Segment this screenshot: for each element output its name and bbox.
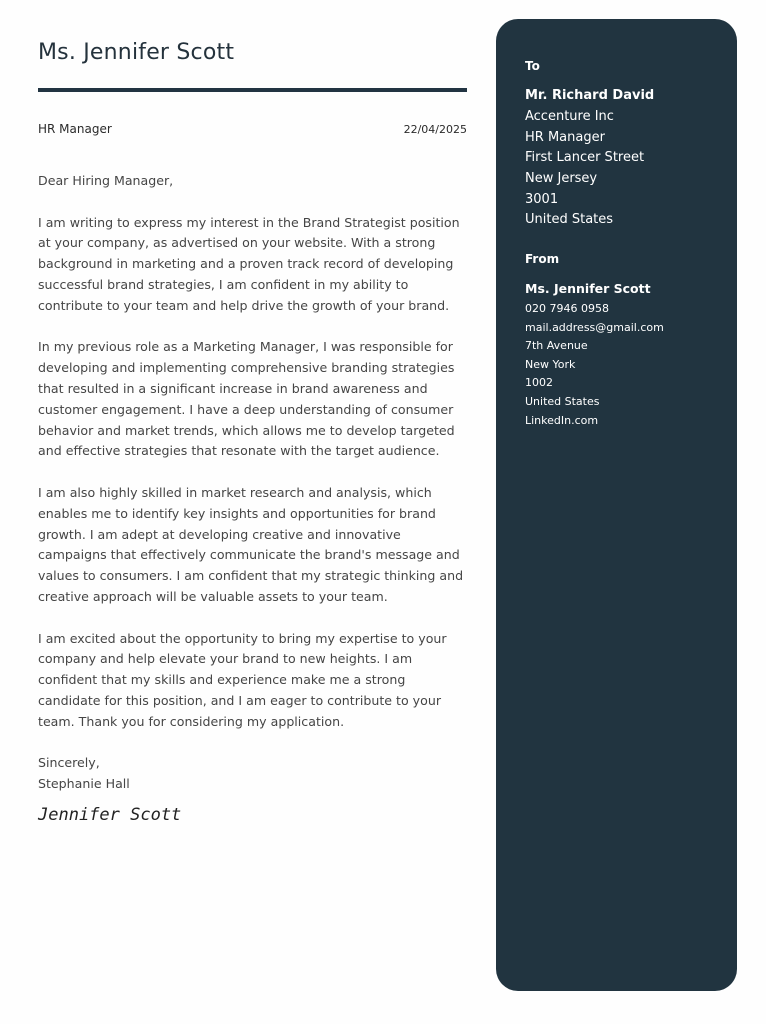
from-heading: From: [525, 252, 560, 266]
sender-city: New York: [525, 358, 576, 371]
job-title: HR Manager: [38, 122, 112, 136]
to-heading: To: [525, 59, 540, 73]
recipient-line: HR Manager: [525, 130, 605, 145]
recipient-line: First Lancer Street: [525, 150, 645, 165]
recipient-line: Accenture Inc: [525, 109, 614, 124]
header-meta: [38, 122, 467, 136]
letter-body: [38, 171, 468, 795]
header-divider: [38, 88, 467, 92]
sender-postcode: 1002: [525, 376, 553, 389]
recipient-line: 3001: [525, 192, 559, 207]
sender-name: Ms. Jennifer Scott: [525, 281, 651, 296]
closing: Sincerely,: [38, 755, 100, 771]
letter-date: 22/04/2025: [403, 123, 467, 136]
closing-name: Stephanie Hall: [38, 776, 130, 792]
paragraph-1: I am writing to express my interest in the Brand Strategist position at your company, as advertised on your website. With a strong background in marketing and a proven track record of developing successful brand strategies, I am confident in my ability to contribute to your team and help drive the growth of your brand.: [38, 214, 460, 313]
sender-phone: 020 7946 0958: [525, 302, 609, 315]
recipient-line: New Jersey: [525, 171, 598, 186]
recipient-name: Mr. Richard David: [525, 88, 655, 103]
sender-street: 7th Avenue: [525, 339, 588, 352]
recipient-line: United States: [525, 212, 614, 227]
sender-linkedin: LinkedIn.com: [525, 414, 599, 427]
salutation: Dear Hiring Manager,: [38, 173, 174, 188]
page-title: Ms. Jennifer Scott: [38, 40, 235, 65]
paragraph-2: In my previous role as a Marketing Manager, I was responsible for developing and implementing comprehensive branding strategies that resulted in a significant increase in brand awareness and customer engagement. I have a deep understanding of consumer behavior and market trends, which allows me to develop targeted and effective strategies that resonate with the target audience.: [38, 339, 455, 459]
sender-country: United States: [525, 395, 600, 408]
paragraph-3: I am also highly skilled in market research and analysis, which enables me to identify key insights and opportunities for brand growth. I am adept at developing creative and innovative campaigns that effectively communicate the brand's message and values to consumers. I am confident that my strategic thinking and creative approach will be valuable assets to your team.: [38, 484, 464, 604]
paragraph-4: I am excited about the opportunity to bring my expertise to your company and help elevate your brand to new heights. I am confident that my skills and experience make me a strong candidate for this position, and I am eager to contribute to your team. Thank you for considering my application.: [38, 630, 447, 729]
contact-panel: [496, 19, 737, 991]
sender-email: mail.address@gmail.com: [525, 321, 664, 334]
signature: Jennifer Scott: [38, 805, 182, 825]
